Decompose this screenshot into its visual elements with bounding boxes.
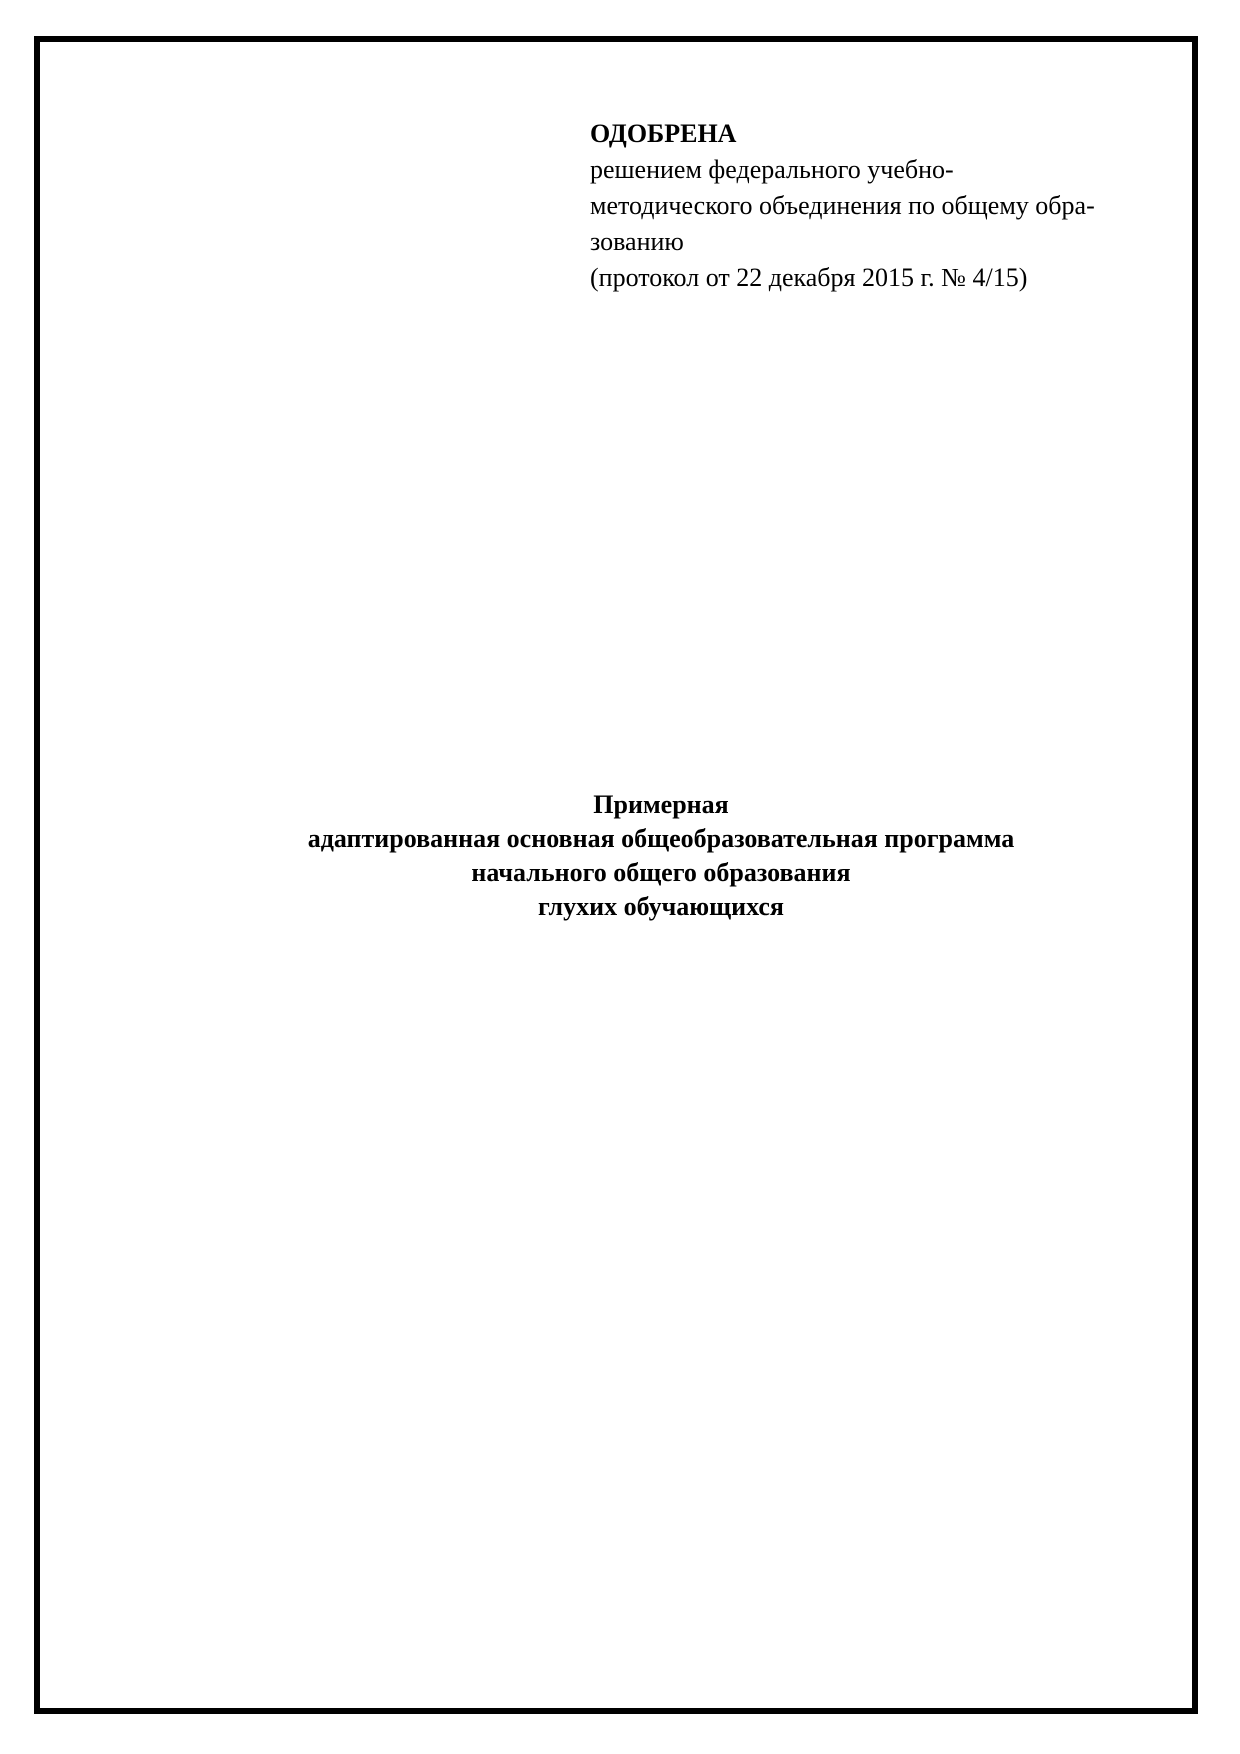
approval-protocol-line: (протокол от 22 декабря 2015 г. № 4/15) <box>590 263 1028 292</box>
approval-line: зованию <box>590 227 684 256</box>
approval-line: методического объединения по общему обра- <box>590 191 1095 220</box>
approval-line: решением федерального учебно- <box>590 155 954 184</box>
title-line: начального общего образования <box>471 858 851 887</box>
title-line: Примерная <box>593 790 729 819</box>
title-line: адаптированная основная общеобразовательная программа <box>307 824 1015 853</box>
document-title <box>0 788 1240 924</box>
title-line: глухих обучающихся <box>538 892 784 921</box>
approval-heading: ОДОБРЕНА <box>590 119 737 148</box>
approval-block <box>590 116 1180 296</box>
